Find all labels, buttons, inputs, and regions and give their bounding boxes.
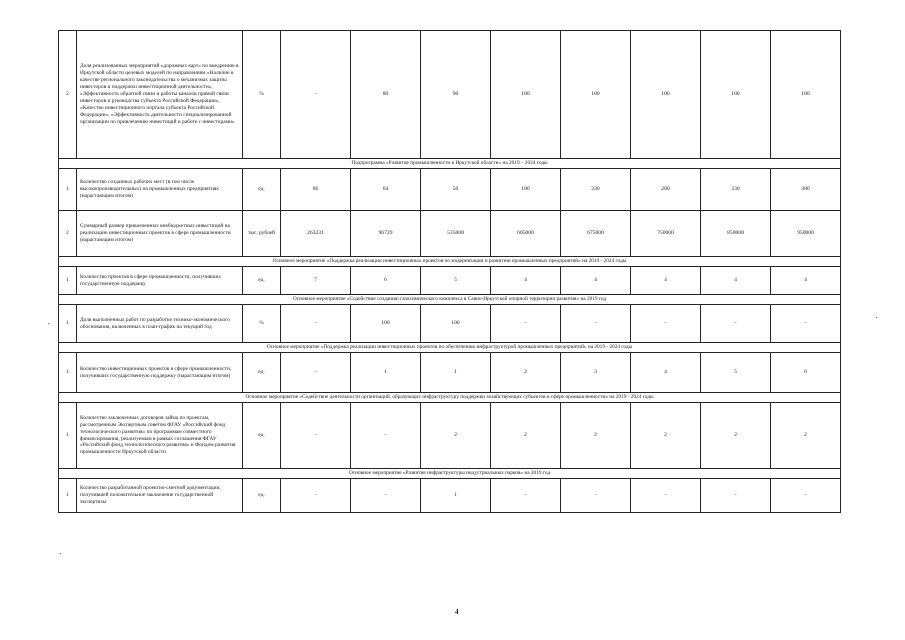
value-cell: - (281, 353, 351, 393)
value-cell: 180 (491, 169, 561, 211)
value-cell: 750000 (631, 211, 701, 257)
indicators-table (58, 30, 841, 513)
section-row (59, 469, 841, 479)
section-row (59, 257, 841, 267)
value-cell: 50 (421, 169, 491, 211)
section-row (59, 393, 841, 403)
section-title: Подпрограмма «Развитие промышленности в Иркутской области» на 2019 – 2024 годы (59, 159, 841, 169)
value-cell: 2 (701, 403, 771, 469)
indicator-name: Доля выполненных работ по разработке технико-экономического обоснования, включенных в план-график на текущий год (77, 305, 243, 343)
section-title: Основное мероприятие «Поддержка реализации инвестиционных проектов по модернизации и развитию промышленных предприятий» на 2019 - 2024 годы (59, 257, 841, 267)
value-cell: - (771, 479, 841, 513)
value-cell: 675000 (561, 211, 631, 257)
value-cell: 1 (351, 353, 421, 393)
table-row (59, 31, 841, 159)
value-cell: 7 (281, 267, 351, 295)
unit-cell: ед. (243, 267, 281, 295)
row-number: 1 (59, 305, 77, 343)
value-cell: - (351, 403, 421, 469)
section-row (59, 343, 841, 353)
unit-cell: % (243, 305, 281, 343)
scan-speck (60, 553, 61, 554)
section-title: Основное мероприятие «Поддержка реализации инвестиционных проектов по обеспечению инфраструктурой промышленных предприятий» на 2019 - 2024 годы (59, 343, 841, 353)
unit-cell: тыс. рублей (243, 211, 281, 257)
value-cell: 535000 (421, 211, 491, 257)
unit-cell: ед. (243, 169, 281, 211)
value-cell: 64 (351, 169, 421, 211)
row-number: 1 (59, 353, 77, 393)
value-cell: 100 (351, 305, 421, 343)
indicator-name: Количество инвестиционных проектов в сфере промышленности, получивших государственную поддержку (нарастающим итогом) (77, 353, 243, 393)
value-cell: 5 (701, 353, 771, 393)
value-cell: - (771, 305, 841, 343)
indicator-name: Суммарный размер привлеченных внебюджетных инвестиций на реализацию инвестиционных проектов в сфере промышленности (нарастающим итогом) (77, 211, 243, 257)
section-title: Основное мероприятие «Содействие деятельности организаций, образующих инфраструктуру поддержки хозяйствующих субъектов в сфере промышленности» на 2019 - 2024 годы (59, 393, 841, 403)
unit-cell: ед. (243, 353, 281, 393)
value-cell: - (491, 305, 561, 343)
value-cell: 4 (771, 267, 841, 295)
value-cell: - (561, 305, 631, 343)
row-number: 1 (59, 403, 77, 469)
value-cell: 280 (631, 169, 701, 211)
scan-speck (876, 317, 877, 318)
unit-cell: % (243, 31, 281, 159)
value-cell: 100 (631, 31, 701, 159)
indicator-name: Количество разработанной проектно-сметной документации, получившей положительное заключение государственной экспертизы (77, 479, 243, 513)
row-number: 1 (59, 479, 77, 513)
value-cell: 230 (561, 169, 631, 211)
section-title: Основное мероприятие «Развитие инфраструктуры индустриальных парков» на 2019 год (59, 469, 841, 479)
row-number: 1 (59, 169, 77, 211)
table-row (59, 353, 841, 393)
indicator-name: Количество проектов в сфере промышленности, получивших государственную поддержку (77, 267, 243, 295)
value-cell: 80 (351, 31, 421, 159)
value-cell: 6 (771, 353, 841, 393)
value-cell: 950000 (771, 211, 841, 257)
row-number: 2 (59, 31, 77, 159)
value-cell: - (281, 305, 351, 343)
value-cell: 2 (561, 403, 631, 469)
value-cell: - (561, 479, 631, 513)
scan-speck (48, 323, 49, 324)
section-row (59, 159, 841, 169)
value-cell: - (281, 479, 351, 513)
value-cell: - (631, 305, 701, 343)
table-body (59, 31, 841, 513)
table-row (59, 169, 841, 211)
value-cell: 4 (561, 267, 631, 295)
value-cell: 380 (771, 169, 841, 211)
value-cell: - (701, 305, 771, 343)
table-row (59, 479, 841, 513)
value-cell: 6 (351, 267, 421, 295)
value-cell: 1 (421, 353, 491, 393)
section-row (59, 295, 841, 305)
value-cell: 100 (491, 31, 561, 159)
row-number: 1 (59, 267, 77, 295)
value-cell: 2 (491, 353, 561, 393)
value-cell: 100 (771, 31, 841, 159)
indicator-name: Количество созданных рабочих мест (в том числе высокопроизводительных) на промышленных предприятиях (нарастающим итогом) (77, 169, 243, 211)
page-number: 4 (455, 608, 459, 616)
value-cell: 90 (421, 31, 491, 159)
value-cell: 4 (631, 267, 701, 295)
value-cell: - (281, 31, 351, 159)
value-cell: 850000 (701, 211, 771, 257)
value-cell: 605000 (491, 211, 561, 257)
value-cell: 86 (281, 169, 351, 211)
value-cell: 2 (631, 403, 701, 469)
value-cell: 4 (701, 267, 771, 295)
value-cell: 4 (491, 267, 561, 295)
row-number: 2 (59, 211, 77, 257)
table-row (59, 267, 841, 295)
unit-cell: ед. (243, 479, 281, 513)
value-cell: - (351, 479, 421, 513)
value-cell: 330 (701, 169, 771, 211)
value-cell: 2 (771, 403, 841, 469)
value-cell: - (631, 479, 701, 513)
value-cell: 100 (561, 31, 631, 159)
value-cell: - (491, 479, 561, 513)
table-row (59, 211, 841, 257)
value-cell: 100 (701, 31, 771, 159)
indicator-name: Количество заключенных договоров займа по проектам, рассмотренным Экспертным советом ФГАУ «Российский фонд технологического развития» по программам совместного финансирования, реализуемым в рамках соглашения ФГАУ «Российский фонд технологического развития» и Фондом развития промышленности Иркутской области (77, 403, 243, 469)
value-cell: 3 (561, 353, 631, 393)
table-row (59, 403, 841, 469)
indicator-name: Доля реализованных мероприятий «дорожных карт» по внедрению в Иркутской области целевых моделей по направлениям «Наличие в качестве регионального законодательства о механизмах защиты инвесторов и поддержки инвестиционной деятельности», «Эффективность обратной связи и работы каналов прямой связи инвесторов и руководства субъекта Российской Федерации», «Качество инвестиционного портала субъекта Российской Федерации», «Эффективность деятельности специализированной организации по привлечению инвестиций и работе с инвесторами» (77, 31, 243, 159)
value-cell: 1 (421, 479, 491, 513)
section-title: Основное мероприятие «Содействие созданию газохимического комплекса в Саяно-Иркутской опорной территории развития» на 2019 год (59, 295, 841, 305)
value-cell: 2 (491, 403, 561, 469)
value-cell: 2 (421, 403, 491, 469)
value-cell: 96729 (351, 211, 421, 257)
value-cell: 5 (421, 267, 491, 295)
unit-cell: ед. (243, 403, 281, 469)
table-row (59, 305, 841, 343)
value-cell: - (281, 403, 351, 469)
value-cell: 4 (631, 353, 701, 393)
value-cell: 100 (421, 305, 491, 343)
value-cell: - (701, 479, 771, 513)
value-cell: 263231 (281, 211, 351, 257)
